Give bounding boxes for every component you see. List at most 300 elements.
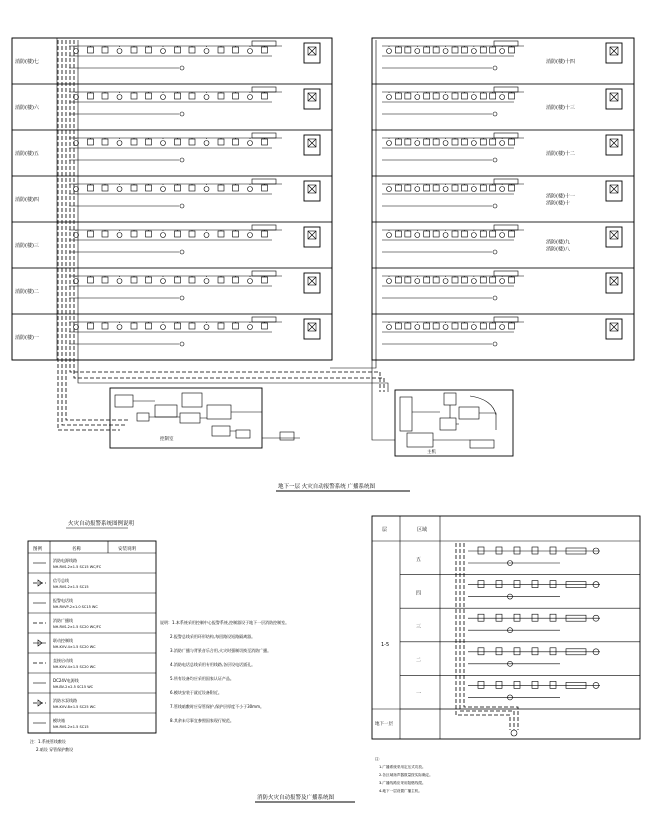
note-line: 说明：1.本系统采用控制中心报警系统,控制器设于地下一层消防控制室。	[160, 620, 290, 625]
module-symbol	[461, 139, 467, 145]
floor-label: 消防(楼)三	[15, 243, 39, 249]
detector-symbol	[443, 95, 448, 100]
legend-header-symbol: 图例	[33, 547, 42, 552]
detector-symbol	[387, 49, 392, 54]
detector-symbol	[161, 279, 166, 284]
detector-symbol	[387, 141, 392, 146]
module-symbol	[218, 47, 224, 53]
legend-spec: NH-RVS-2×1.5 SC15	[53, 725, 89, 729]
broadcast-bottom-label: 地下一层	[375, 722, 393, 727]
detector-symbol	[471, 187, 476, 192]
module-tag-box	[252, 87, 276, 92]
floor-label: 消防(楼)一	[15, 335, 39, 341]
cabinet-symbol	[304, 181, 320, 201]
floor-row	[372, 222, 634, 268]
broadcast-row-label: 四	[416, 590, 422, 597]
module-symbol	[452, 185, 458, 191]
detector-symbol	[471, 233, 476, 238]
legend-row	[28, 557, 156, 573]
broadcast-note: 1.广播系统采用定压式功放。	[379, 765, 426, 769]
module-symbol	[480, 93, 486, 99]
broadcast-device	[514, 681, 520, 688]
floor-label: 消防(楼)五	[15, 151, 39, 157]
module-symbol	[88, 185, 94, 191]
detector-symbol	[387, 233, 392, 238]
legend-spec: NH-KVV-4×1.5 SC20 WC	[53, 665, 96, 669]
module-symbol	[102, 323, 108, 329]
module-symbol	[233, 139, 239, 145]
floor-label: 消防(楼)十二	[546, 151, 575, 157]
cabinet-symbol	[304, 43, 320, 63]
module-symbol	[509, 323, 515, 329]
floor-row	[12, 222, 332, 268]
module-symbol	[461, 47, 467, 53]
module-symbol	[461, 323, 467, 329]
floor-label: 消防(楼)十三	[546, 105, 575, 111]
module-symbol	[262, 277, 268, 283]
module-symbol	[189, 93, 195, 99]
module-symbol	[480, 185, 486, 191]
legend-header-name: 名称	[72, 547, 81, 552]
broadcast-device	[532, 581, 538, 588]
legend-name: 信号总线	[53, 578, 69, 583]
module-symbol	[189, 231, 195, 237]
module-tag-box	[494, 317, 518, 322]
legend-header-spec: 安装说明	[118, 547, 136, 552]
module-symbol	[461, 93, 467, 99]
module-symbol	[433, 93, 439, 99]
module-symbol	[452, 277, 458, 283]
module-symbol	[175, 185, 181, 191]
module-symbol	[461, 231, 467, 237]
floor-row	[372, 314, 634, 360]
broadcast-device	[514, 547, 520, 554]
module-symbol	[262, 323, 268, 329]
detector-symbol	[117, 95, 122, 100]
detector-symbol	[204, 49, 209, 54]
module-symbol	[233, 93, 239, 99]
detector-symbol	[500, 325, 505, 330]
floor-label: 消防(楼)八	[546, 246, 570, 253]
module-symbol	[233, 185, 239, 191]
left-riser-frame	[12, 38, 332, 360]
module-tag-box	[494, 271, 518, 276]
module-symbol	[405, 139, 411, 145]
detector-symbol	[204, 279, 209, 284]
fire-alarm-system-diagram	[12, 38, 634, 491]
broadcast-device	[550, 614, 556, 621]
speaker-symbol	[180, 204, 184, 208]
main-diagram-title: 地下一层 火灾自动报警系统 广播系统图	[278, 484, 375, 490]
module-symbol	[88, 139, 94, 145]
module-symbol	[102, 277, 108, 283]
legend-name: 联动控制线	[53, 638, 73, 643]
speaker-symbol	[180, 112, 184, 116]
speaker-symbol	[493, 112, 497, 116]
fire-controller-right	[395, 390, 513, 456]
module-symbol	[424, 93, 430, 99]
cabinet-symbol	[606, 227, 622, 247]
module-symbol	[480, 277, 486, 283]
broadcast-device	[532, 614, 538, 621]
broadcast-device	[496, 547, 502, 554]
module-symbol	[395, 47, 401, 53]
module-symbol	[424, 231, 430, 237]
detector-symbol	[248, 49, 253, 54]
module-symbol	[452, 231, 458, 237]
module-symbol	[405, 185, 411, 191]
module-symbol	[480, 323, 486, 329]
legend-table	[28, 519, 156, 752]
broadcast-title: 消防火灾自动报警及广播系统图	[257, 795, 335, 801]
broadcast-device	[478, 681, 484, 688]
detector-symbol	[471, 141, 476, 146]
module-symbol	[189, 139, 195, 145]
broadcast-header-area: 区域	[417, 527, 428, 533]
detector-symbol	[415, 49, 420, 54]
legend-row	[28, 617, 156, 633]
detector-symbol	[500, 187, 505, 192]
broadcast-device	[478, 581, 484, 588]
module-symbol	[433, 47, 439, 53]
floor-row	[12, 176, 332, 222]
note-line: 5.所有设备均应采用国家认证产品。	[170, 676, 234, 681]
cabinet-symbol	[606, 319, 622, 339]
module-tag-box	[252, 41, 276, 46]
module-tag-box	[494, 225, 518, 230]
detector-symbol	[387, 95, 392, 100]
broadcast-device	[496, 614, 502, 621]
module-symbol	[395, 323, 401, 329]
cabinet-symbol	[606, 135, 622, 155]
broadcast-device	[550, 547, 556, 554]
floor-row	[12, 38, 332, 84]
legend-row	[28, 717, 156, 733]
module-symbol	[146, 47, 152, 53]
speaker-symbol	[180, 342, 184, 346]
legend-spec: NH-RVVP-2×1.0 SC15 WC	[53, 605, 98, 609]
detector-symbol	[471, 279, 476, 284]
module-symbol	[233, 277, 239, 283]
broadcast-note: 2.各区域扬声器数量按实际确定。	[379, 773, 433, 777]
module-symbol	[433, 139, 439, 145]
floor-label: 消防(楼)四	[15, 197, 39, 203]
module-symbol	[175, 323, 181, 329]
module-symbol	[88, 93, 94, 99]
broadcast-device	[550, 681, 556, 688]
module-symbol	[102, 47, 108, 53]
module-symbol	[405, 277, 411, 283]
legend-spec: NH-RVS-2×1.5 SC15	[53, 585, 89, 589]
module-symbol	[131, 231, 137, 237]
floor-label: 消防(楼)九	[546, 239, 570, 246]
detector-symbol	[500, 233, 505, 238]
floor-label: 消防(楼)十	[546, 200, 570, 207]
detector-symbol	[415, 141, 420, 146]
module-symbol	[146, 185, 152, 191]
detector-symbol	[161, 233, 166, 238]
detector-symbol	[500, 279, 505, 284]
module-symbol	[175, 277, 181, 283]
module-symbol	[452, 139, 458, 145]
detector-symbol	[248, 279, 253, 284]
module-tag-box	[494, 133, 518, 138]
module-symbol	[262, 185, 268, 191]
broadcast-row	[400, 681, 640, 709]
detector-symbol	[117, 279, 122, 284]
broadcast-device	[496, 648, 502, 655]
broadcast-device	[532, 547, 538, 554]
speaker-symbol	[180, 296, 184, 300]
floor-label: 消防(楼)七	[15, 59, 39, 65]
broadcast-row	[400, 547, 640, 575]
module-symbol	[218, 93, 224, 99]
module-symbol	[189, 323, 195, 329]
fire-controller-left	[110, 388, 294, 448]
module-symbol	[405, 323, 411, 329]
detector-symbol	[443, 233, 448, 238]
detector-symbol	[415, 187, 420, 192]
module-symbol	[218, 323, 224, 329]
cabinet-symbol	[304, 89, 320, 109]
module-symbol	[146, 231, 152, 237]
cabinet-symbol	[304, 227, 320, 247]
broadcast-note: 4.地下一层设置广播主机。	[379, 789, 422, 793]
floor-row	[12, 314, 332, 360]
floor-row	[12, 130, 332, 176]
detector-symbol	[500, 95, 505, 100]
module-symbol	[189, 277, 195, 283]
detector-symbol	[248, 95, 253, 100]
broadcast-device	[550, 581, 556, 588]
cabinet-symbol	[606, 43, 622, 63]
module-symbol	[218, 277, 224, 283]
module-symbol	[490, 139, 496, 145]
module-symbol	[452, 47, 458, 53]
right-riser-frame	[372, 38, 634, 360]
speaker-symbol	[180, 158, 184, 162]
floor-row	[372, 84, 634, 130]
module-symbol	[262, 93, 268, 99]
detector-symbol	[248, 187, 253, 192]
detector-symbol	[161, 95, 166, 100]
floor-row	[372, 268, 634, 314]
detector-symbol	[443, 279, 448, 284]
floor-row	[12, 268, 332, 314]
module-tag-box	[494, 179, 518, 184]
module-symbol	[131, 323, 137, 329]
module-symbol	[131, 47, 137, 53]
detector-symbol	[387, 279, 392, 284]
legend-footnote-2: 2.暗设 穿管保护敷设	[36, 747, 74, 752]
note-line: 2.报警总线采用环形结构,每回路设短路隔离器。	[170, 634, 256, 639]
legend-spec: NH-RVS-2×1.5 SC20 WC/FC	[53, 625, 102, 629]
broadcast-device	[514, 648, 520, 655]
speaker-symbol	[180, 66, 184, 70]
broadcast-system-diagram	[255, 516, 640, 802]
broadcast-device	[514, 614, 520, 621]
module-symbol	[509, 139, 515, 145]
module-symbol	[509, 47, 515, 53]
module-symbol	[433, 231, 439, 237]
legend-name: 消防电源线路	[53, 558, 77, 563]
module-symbol	[233, 323, 239, 329]
broadcast-row	[400, 581, 640, 609]
cabinet-symbol	[304, 273, 320, 293]
legend-name: 直接启动线	[53, 658, 73, 663]
broadcast-device	[550, 648, 556, 655]
controller-left-label: 控制室	[160, 437, 174, 442]
legend-name: 消防广播线	[53, 618, 73, 623]
note-line: 8.其余未尽事宜参照国家现行规范。	[170, 718, 234, 723]
legend-row	[28, 657, 156, 673]
module-symbol	[146, 323, 152, 329]
broadcast-row-label: 三	[416, 624, 422, 630]
module-symbol	[424, 323, 430, 329]
module-symbol	[405, 47, 411, 53]
module-symbol	[490, 93, 496, 99]
detector-symbol	[161, 325, 166, 330]
speaker-symbol	[493, 342, 497, 346]
module-symbol	[405, 93, 411, 99]
legend-row	[28, 697, 156, 713]
module-symbol	[88, 323, 94, 329]
detector-symbol	[248, 325, 253, 330]
module-symbol	[175, 139, 181, 145]
module-symbol	[102, 185, 108, 191]
legend-name: 模块箱	[53, 718, 65, 723]
floor-row	[372, 38, 634, 84]
note-line: 7.管线暗敷时应穿管保护,保护层厚度不小于30mm。	[170, 704, 264, 709]
module-symbol	[490, 231, 496, 237]
legend-spec: NH-KVV-8×1.5 SC25 WC	[53, 705, 96, 709]
detector-symbol	[415, 95, 420, 100]
speaker-symbol	[493, 296, 497, 300]
module-symbol	[395, 93, 401, 99]
legend-row	[28, 577, 156, 593]
speaker-symbol	[493, 158, 497, 162]
module-tag-box	[252, 133, 276, 138]
detector-symbol	[204, 95, 209, 100]
module-symbol	[146, 93, 152, 99]
module-symbol	[102, 93, 108, 99]
detector-symbol	[117, 233, 122, 238]
legend-footnote-1: 注：1.系统管线敷设	[30, 739, 66, 744]
module-symbol	[490, 185, 496, 191]
controller-right-label: 主机	[427, 450, 436, 455]
module-symbol	[233, 231, 239, 237]
detector-symbol	[117, 325, 122, 330]
legend-title: 火灾自动报警系统图例说明	[68, 521, 135, 527]
detector-symbol	[471, 325, 476, 330]
module-symbol	[262, 47, 268, 53]
broadcast-device	[478, 614, 484, 621]
speaker-symbol	[180, 250, 184, 254]
note-line: 6.模块安装于就近设备附近。	[170, 690, 222, 695]
module-symbol	[395, 231, 401, 237]
detector-symbol	[204, 141, 209, 146]
speaker-symbol	[493, 204, 497, 208]
module-symbol	[509, 93, 515, 99]
floor-row	[372, 176, 634, 222]
legend-row	[28, 677, 156, 693]
detector-symbol	[204, 233, 209, 238]
module-symbol	[175, 93, 181, 99]
detector-symbol	[443, 187, 448, 192]
cabinet-symbol	[606, 89, 622, 109]
broadcast-header-floor: 层	[382, 527, 388, 533]
module-symbol	[146, 277, 152, 283]
module-symbol	[433, 277, 439, 283]
detector-symbol	[443, 141, 448, 146]
detector-symbol	[471, 95, 476, 100]
module-symbol	[405, 231, 411, 237]
module-symbol	[88, 277, 94, 283]
detector-symbol	[443, 325, 448, 330]
module-symbol	[131, 139, 137, 145]
detector-symbol	[117, 141, 122, 146]
detector-symbol	[161, 187, 166, 192]
broadcast-row-label: 二	[416, 657, 422, 664]
module-symbol	[395, 185, 401, 191]
module-symbol	[424, 185, 430, 191]
broadcast-note: 3.广播线路应采用阻燃线缆。	[379, 781, 426, 785]
speaker-symbol	[493, 250, 497, 254]
detector-symbol	[415, 325, 420, 330]
broadcast-device	[514, 581, 520, 588]
module-symbol	[424, 47, 430, 53]
module-symbol	[509, 231, 515, 237]
cabinet-symbol	[304, 135, 320, 155]
broadcast-note: 注：	[375, 757, 383, 761]
module-symbol	[490, 47, 496, 53]
module-tag-box	[252, 179, 276, 184]
module-tag-box	[494, 41, 518, 46]
cabinet-symbol	[304, 319, 320, 339]
module-symbol	[461, 277, 467, 283]
module-symbol	[490, 277, 496, 283]
detector-symbol	[387, 325, 392, 330]
module-symbol	[102, 231, 108, 237]
module-symbol	[509, 185, 515, 191]
broadcast-device	[496, 681, 502, 688]
module-symbol	[509, 277, 515, 283]
module-symbol	[189, 47, 195, 53]
detector-symbol	[443, 49, 448, 54]
broadcast-device	[532, 681, 538, 688]
module-symbol	[480, 47, 486, 53]
module-symbol	[189, 185, 195, 191]
detector-symbol	[117, 187, 122, 192]
module-tag-box	[252, 225, 276, 230]
detector-symbol	[117, 49, 122, 54]
module-symbol	[88, 231, 94, 237]
module-symbol	[146, 139, 152, 145]
module-symbol	[218, 231, 224, 237]
legend-row	[28, 637, 156, 653]
floor-row	[12, 84, 332, 130]
module-symbol	[131, 185, 137, 191]
detector-symbol	[500, 49, 505, 54]
broadcast-device	[532, 648, 538, 655]
module-symbol	[395, 139, 401, 145]
module-symbol	[88, 47, 94, 53]
detector-symbol	[415, 279, 420, 284]
module-symbol	[175, 231, 181, 237]
detector-symbol	[415, 233, 420, 238]
module-symbol	[480, 139, 486, 145]
note-line: 3.消防广播与背景音乐合用,火灾时强制切换至消防广播。	[170, 648, 272, 653]
